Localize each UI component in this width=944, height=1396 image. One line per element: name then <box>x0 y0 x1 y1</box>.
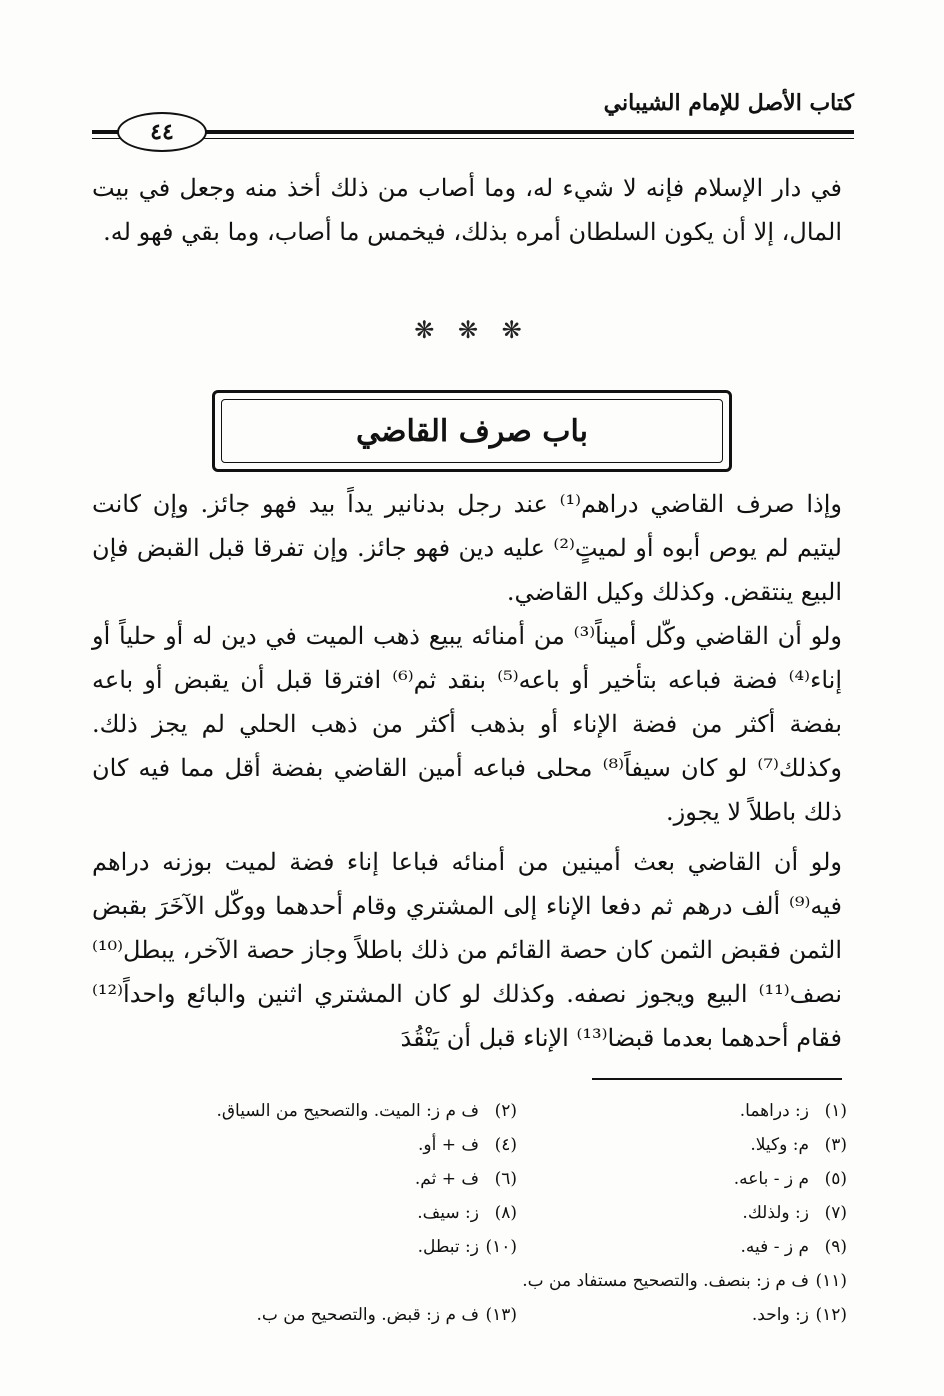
footnote-5 <box>517 1162 847 1196</box>
footnote-row <box>92 1230 847 1264</box>
footnote-text: ف م ز: قبض. والتصحيح من ب. <box>256 1305 479 1325</box>
footnote-text: ف م ز: بنصف. والتصحيح مستفاد من ب. <box>522 1271 809 1291</box>
running-title: كتاب الأصل للإمام الشيباني <box>603 90 854 116</box>
footnote-8 <box>187 1196 517 1230</box>
paragraph-2: وإذا صرف القاضي دراهم⁽¹⁾ عند رجل بدنانير يداً بيد فهو جائز. وإن كانت ليتيم لم يوص أبوه أو لميتٍ⁽²⁾ عليه دين فهو جائز. وإن تفرقا قبل القبض فإن البيع ينتقض. وكذلك وكيل القاضي. <box>92 490 842 606</box>
footnote-text: ز: واحد. <box>751 1305 809 1325</box>
footnote-text: م ز - فيه. <box>740 1237 809 1257</box>
footnote-7 <box>517 1196 847 1230</box>
footnote-6 <box>187 1162 517 1196</box>
footnote-number: (١) <box>824 1101 847 1121</box>
footnote-text: ز: تبطل. <box>417 1237 479 1257</box>
footnote-text: ز: ولذلك. <box>742 1203 809 1223</box>
footnote-11 <box>522 1264 847 1298</box>
footnote-row <box>92 1094 847 1128</box>
footnote-number: (٧) <box>824 1203 847 1223</box>
footnote-text: م: وكيلا. <box>750 1135 809 1155</box>
footnote-row <box>92 1162 847 1196</box>
section-separator-ornament: ❋ ❋ ❋ <box>414 316 530 344</box>
footnote-number: (١٠) <box>485 1237 517 1257</box>
paragraph-4: ولو أن القاضي بعث أمينين من أمنائه فباعا إناء فضة لميت بوزنه دراهم فيه⁽⁹⁾ ألف درهم ثم دفعا الإناء إلى المشتري وقام أحدهما ووكّل الآخَرَ بقبض الثمن فقبض الثمن كان حصة القائم من ذلك باطلاً وجاز حصة الآخر، يبطل⁽¹⁰⁾ نصف⁽¹¹⁾ البيع ويجوز نصفه. وكذلك لو كان المشتري اثنين والبائع واحداً⁽¹²⁾ فقام أحدهما بعدما قبضا⁽¹³⁾ الإناء قبل أن يَنْقُدَ <box>92 848 842 1052</box>
footnote-1 <box>517 1094 847 1128</box>
footnote-number: (٣) <box>824 1135 847 1155</box>
footnote-separator <box>592 1078 842 1080</box>
footnote-number: (٦) <box>494 1169 517 1189</box>
footnote-9 <box>517 1230 847 1264</box>
footnote-13 <box>187 1298 517 1332</box>
footnote-2 <box>187 1094 517 1128</box>
footnote-row <box>92 1298 847 1332</box>
footnote-number: (٩) <box>824 1237 847 1257</box>
page-number: ٤٤ <box>117 112 207 152</box>
footnote-10 <box>187 1230 517 1264</box>
footnote-text: ز: دراهما. <box>739 1101 809 1121</box>
footnote-row <box>92 1264 847 1298</box>
footnote-text: ز: سيف. <box>417 1203 479 1223</box>
page-header <box>92 86 854 146</box>
footnote-number: (٢) <box>494 1101 517 1121</box>
chapter-title: باب صرف القاضي <box>355 413 589 449</box>
footnote-text: م ز - باعه. <box>733 1169 809 1189</box>
footnote-number: (٨) <box>494 1203 517 1223</box>
footnote-number: (١٣) <box>485 1305 517 1325</box>
footnote-4 <box>187 1128 517 1162</box>
footnote-row <box>92 1128 847 1162</box>
chapter-title-inner-frame <box>221 399 723 463</box>
footnote-number: (١٢) <box>815 1305 847 1325</box>
footnote-row <box>92 1196 847 1230</box>
paragraph-1: في دار الإسلام فإنه لا شيء له، وما أصاب من ذلك أخذ منه وجعل في بيت المال، إلا أن يكون السلطان أمره بذلك، فيخمس ما أصاب، وما بقي فهو له. <box>92 174 842 246</box>
footnote-number: (٥) <box>824 1169 847 1189</box>
chapter-title-frame <box>212 390 732 472</box>
footnote-text: ف م ز: الميت. والتصحيح من السياق. <box>216 1101 479 1121</box>
footnote-3 <box>517 1128 847 1162</box>
footnotes <box>92 1094 847 1332</box>
footnote-number: (٤) <box>494 1135 517 1155</box>
paragraph-3: ولو أن القاضي وكّل أميناً⁽³⁾ من أمنائه يبيع ذهب الميت في دين له أو حلياً أو إناء⁽⁴⁾ فضة فباعه بتأخير أو باعه⁽⁵⁾ بنقد ثم⁽⁶⁾ افترقا قبل أن يقبض أو باعه بفضة أكثر من فضة الإناء أو بذهب أكثر من ذهب الحلي لم يجز ذلك. وكذلك⁽⁷⁾ لو كان سيفاً⁽⁸⁾ محلى فباعه أمين القاضي بفضة أقل مما فيه كان ذلك باطلاً لا يجوز. <box>92 622 843 826</box>
header-rule-thin <box>92 138 854 139</box>
footnote-number: (١١) <box>815 1271 847 1291</box>
footnote-12 <box>517 1298 847 1332</box>
footnote-text: ف + أو. <box>417 1135 479 1155</box>
footnote-text: ف + ثم. <box>414 1169 479 1189</box>
